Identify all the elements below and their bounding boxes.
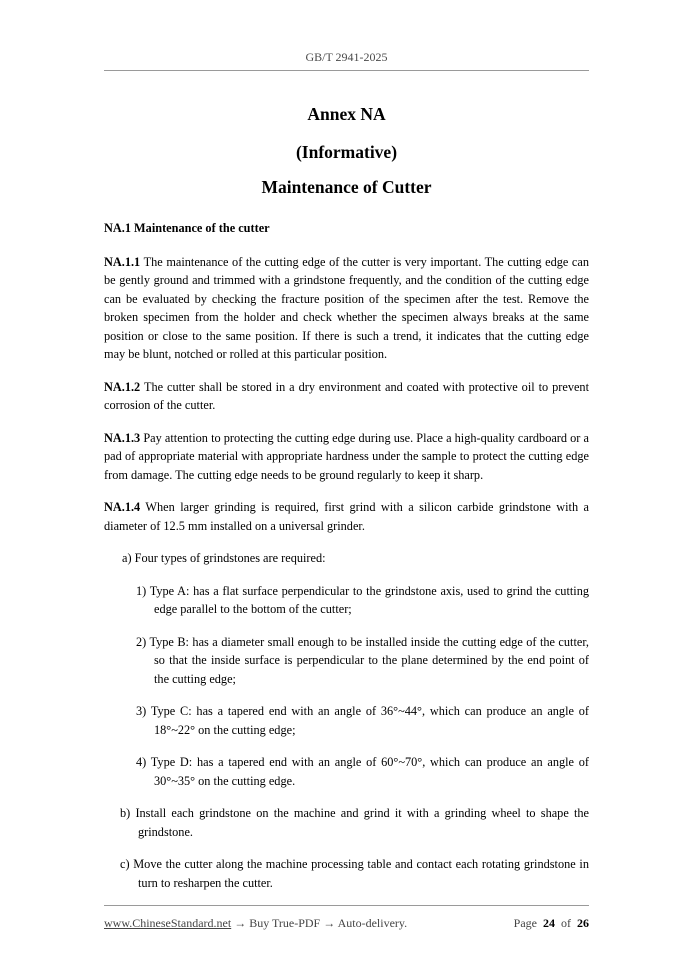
page-indicator (514, 916, 589, 931)
clause-number: NA.1.1 (104, 254, 141, 269)
list-item-c: c) Move the cutter along the machine processing table and contact each rotating grindstone in turn to resharpen the cutter. (120, 857, 589, 890)
arrow-icon: → (320, 916, 338, 930)
page-number: 24 (543, 916, 555, 930)
of-label: of (561, 916, 571, 930)
sub-item-1: 1) Type A: has a flat surface perpendicular to the grindstone axis, used to grind the cutting edge parallel to the bottom of the cutter; (136, 583, 589, 616)
clause-text: Pay attention to protecting the cutting edge during use. Place a high-quality cardboard or a pad of appropriate material with appropriate hardness under the sample to protect the cutting edge from damage. The cutting edge needs to be ground regularly to keep it sharp. (104, 430, 589, 482)
page-label: Page (513, 916, 537, 930)
page-total: 26 (577, 916, 589, 930)
clause-text: The cutter shall be stored in a dry environment and coated with protective oil to prevent corrosion of the cutter. (104, 379, 589, 412)
buy-pdf-text: Buy True-PDF (249, 916, 321, 930)
sub-item-4: 4) Type D: has a tapered end with an angle of 60°~70°, which can produce an angle of 30°~35° on the cutting edge. (136, 755, 589, 788)
list-item-a: a) Four types of grindstones are required: (122, 551, 326, 565)
annex-title: Annex NA (307, 104, 386, 124)
paragraph-na-1-4 (104, 498, 589, 535)
document-body (104, 219, 589, 906)
annex-type: (Informative) (295, 142, 398, 162)
sub-item-2: 2) Type B: has a diameter small enough to be installed inside the cutting edge of the cutter, so that the inside surface is perpendicular to the plane determined by the end point of the cutting edge; (136, 634, 589, 686)
footer (104, 916, 589, 931)
paragraph-na-1-3 (104, 429, 589, 485)
list-item-b: b) Install each grindstone on the machine and grind it with a grinding wheel to shape the grindstone. (120, 806, 589, 839)
header-divider (104, 70, 589, 71)
arrow-icon: → (231, 916, 250, 930)
clause-number: NA.1.2 (104, 379, 141, 394)
annex-subject: Maintenance of Cutter (261, 177, 432, 197)
footer-divider (104, 905, 589, 906)
sub-item-3: 3) Type C: has a tapered end with an angle of 36°~44°, which can produce an angle of 18°~22° on the cutting edge; (136, 704, 589, 737)
clause-text: The maintenance of the cutting edge of the cutter is very important. The cutting edge can be gently ground and trimmed with a grindstone frequently, and the condition of the cutting edge can be evaluated by checking the fracture position of the specimen after the test. Remove the broken specimen from the holder and check whether the specimen always breaks at the same position or close to the same position. If there is such a trend, it indicates that the cutting edge may be blunt, notched or rolled at this particular position. (104, 254, 589, 361)
delivery-text: Auto-delivery. (337, 916, 408, 930)
footer-left (104, 916, 407, 930)
paragraph-na-1-1 (104, 253, 589, 364)
paragraph-na-1-2 (104, 378, 589, 415)
clause-number: NA.1.4 (104, 500, 141, 514)
site-link[interactable]: www.ChineseStandard.net (104, 916, 232, 930)
section-heading: NA.1 Maintenance of the cutter (104, 221, 270, 235)
header-standard-code: GB/T 2941-2025 (305, 50, 388, 64)
clause-number: NA.1.3 (104, 430, 141, 445)
clause-text: When larger grinding is required, first grind with a silicon carbide grindstone with a diameter of 12.5 mm installed on a universal grinder. (104, 500, 589, 533)
